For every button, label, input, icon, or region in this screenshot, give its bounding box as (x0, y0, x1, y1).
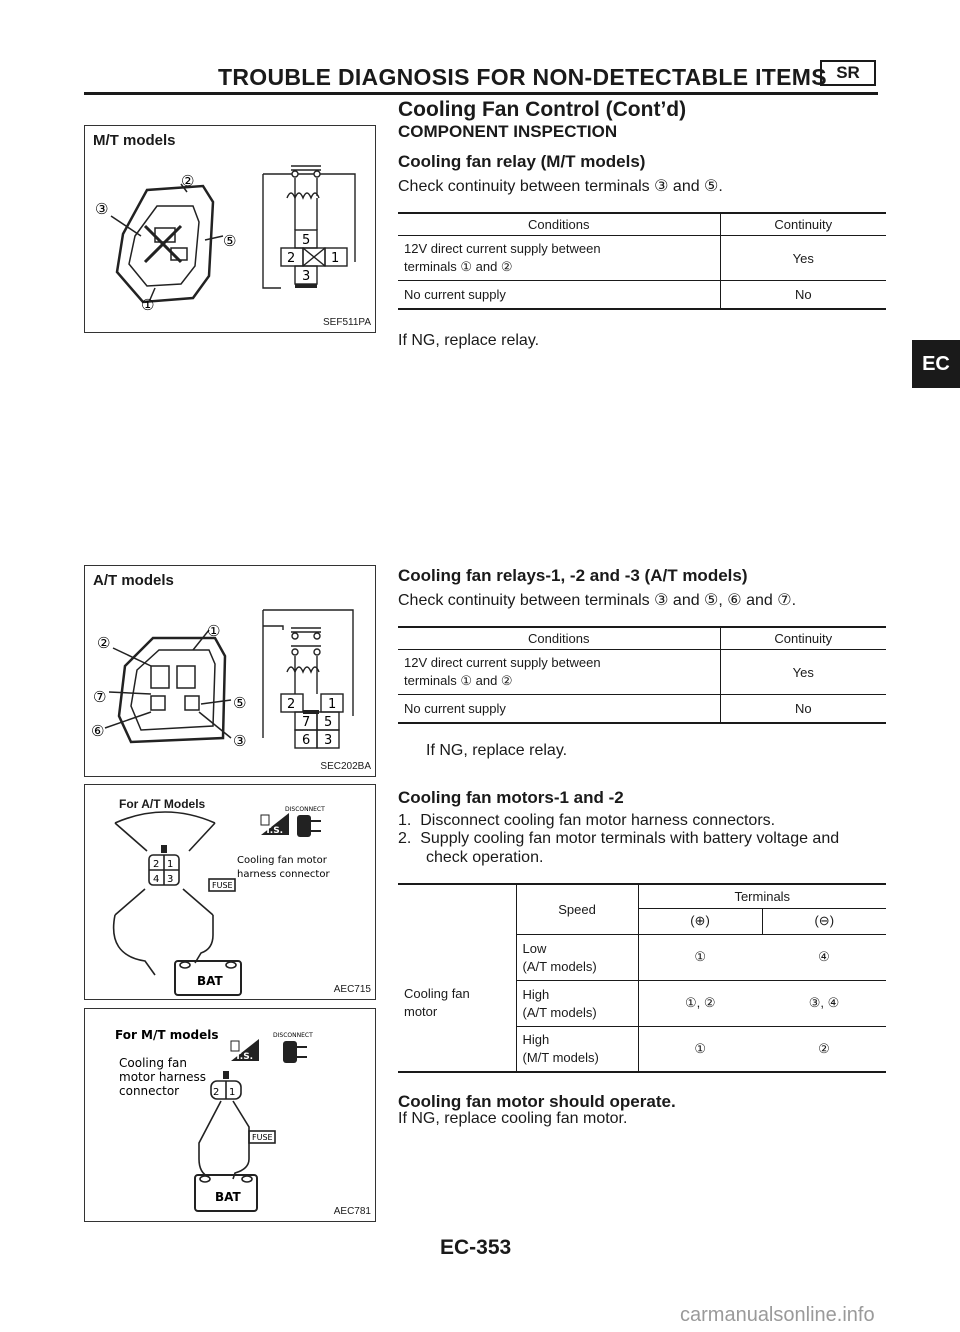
figure-code: AEC715 (333, 984, 371, 995)
ts-label: T.S. (265, 826, 284, 836)
table-cell: No (720, 281, 886, 310)
table-cell (398, 884, 516, 934)
speed-line: (M/T models) (522, 1050, 599, 1066)
table-cell: ① (638, 934, 762, 980)
motor-test-illustration (85, 785, 377, 1001)
pin-label: ② (181, 172, 195, 190)
figure-code: SEC202BA (320, 761, 371, 772)
condition-line: 12V direct current supply between (404, 241, 601, 256)
disconnect-icon (285, 806, 325, 837)
figure-code: SEF511PA (323, 317, 371, 328)
component-label: Cooling fan (404, 986, 470, 1001)
pin-label: ① (207, 622, 221, 640)
connector-label: connector (119, 1084, 180, 1098)
motors-note: If NG, replace cooling fan motor. (398, 1110, 628, 1127)
table-cell: ② (762, 1026, 886, 1072)
column-header: Conditions (398, 627, 720, 650)
connector-pin: 2 (213, 1087, 220, 1098)
pin-label: ⑤ (223, 232, 237, 250)
motors-heading: Cooling fan motors-1 and -2 (398, 788, 624, 807)
disconnect-label: DISCONNECT (273, 1032, 313, 1039)
column-header: Continuity (720, 213, 886, 236)
page-header-title: TROUBLE DIAGNOSIS FOR NON-DETECTABLE ITEMS (218, 64, 827, 90)
column-header: Terminals (638, 884, 886, 908)
relay-illustration (85, 126, 377, 334)
relay-at-heading: Cooling fan relays-1, -2 and -3 (A/T models) (398, 566, 748, 585)
connector-pin: 1 (167, 859, 174, 870)
table-cell (398, 934, 516, 1072)
motors-step-2-cont: check operation. (426, 849, 544, 866)
figure-mt-motor (84, 1008, 376, 1222)
ts-icon (261, 813, 289, 836)
battery-label: BAT (197, 974, 223, 988)
ts-icon (231, 1039, 259, 1062)
connector-label: Cooling fan motor (237, 855, 327, 866)
terminal-number: 5 (324, 715, 333, 730)
speed-line: High (522, 986, 550, 1002)
connector-label: harness connector (237, 869, 330, 880)
disconnect-label: DISCONNECT (285, 806, 325, 813)
terminal-number: 6 (302, 733, 311, 748)
pin-label: ⑤ (233, 694, 247, 712)
table-cell: ①, ② (638, 980, 762, 1026)
figure-code: AEC781 (333, 1206, 371, 1217)
table-cell (398, 650, 720, 695)
pin-label: ② (97, 634, 111, 652)
pin-label: ③ (95, 200, 109, 218)
fuse-label: FUSE (252, 1133, 273, 1142)
relay-at-note: If NG, replace relay. (426, 742, 568, 759)
table-cell: Yes (720, 236, 886, 281)
relay-mt-heading: Cooling fan relay (M/T models) (398, 152, 646, 171)
table-cell: ④ (762, 934, 886, 980)
relay-illustration (85, 566, 377, 778)
terminal-number: 3 (302, 269, 311, 284)
column-header: Conditions (398, 213, 720, 236)
page-number: EC-353 (440, 1236, 512, 1259)
watermark: carmanualsonline.info (680, 1304, 875, 1326)
pin-label: ① (141, 296, 155, 314)
terminal-number: 2 (287, 697, 296, 712)
disconnect-icon (273, 1032, 313, 1063)
terminal-number: 2 (287, 251, 296, 266)
table-cell (516, 1026, 638, 1072)
component-label: motor (404, 1004, 438, 1019)
figure-label: A/T models (93, 572, 174, 589)
speed-line: Low (522, 940, 547, 956)
connector-label: Cooling fan (119, 1056, 187, 1070)
condition-line: terminals ① and ② (404, 673, 513, 688)
speed-line: (A/T models) (522, 958, 597, 974)
battery-label: BAT (215, 1190, 241, 1204)
fuse-label: FUSE (212, 881, 233, 890)
motors-result: Cooling fan motor should operate. (398, 1092, 676, 1111)
figure-label: M/T models (93, 132, 176, 149)
connector-pin: 2 (153, 859, 160, 870)
figure-mt-relay (84, 125, 376, 333)
section-title: Cooling Fan Control (Cont’d) (398, 98, 687, 121)
section-side-tab: EC (912, 340, 960, 388)
motors-step-2: 2. Supply cooling fan motor terminals with battery voltage and (398, 830, 840, 847)
motor-test-illustration (85, 1009, 377, 1223)
relay-mt-continuity-table (398, 212, 886, 310)
table-cell: No (720, 695, 886, 724)
column-header: (⊕) (638, 908, 762, 934)
component-inspection-heading: COMPONENT INSPECTION (398, 122, 618, 141)
connector-pin: 4 (153, 874, 160, 885)
terminal-number: 5 (302, 233, 311, 248)
table-cell (516, 980, 638, 1026)
column-header: Continuity (720, 627, 886, 650)
terminal-number: 1 (328, 697, 337, 712)
figure-label: For A/T Models (119, 797, 206, 811)
motors-step-1: 1. Disconnect cooling fan motor harness connectors. (398, 812, 776, 829)
table-cell: No current supply (398, 695, 720, 724)
column-header: Speed (516, 884, 638, 934)
pin-label: ③ (233, 732, 247, 750)
relay-mt-instruction: Check continuity between terminals ③ and ⑤. (398, 178, 723, 195)
pin-label: ⑦ (93, 688, 107, 706)
motor-terminal-table (398, 883, 886, 1073)
figure-label: For M/T models (115, 1028, 219, 1042)
ts-label: T.S. (235, 1052, 254, 1062)
terminal-number: 1 (331, 251, 340, 266)
condition-line: 12V direct current supply between (404, 655, 601, 670)
connector-pin: 1 (229, 1087, 236, 1098)
table-cell: No current supply (398, 281, 720, 310)
sr-badge: SR (820, 60, 876, 86)
table-cell: Yes (720, 650, 886, 695)
connector-pin: 3 (167, 874, 174, 885)
terminal-number: 7 (302, 715, 311, 730)
connector-label: motor harness (119, 1070, 206, 1084)
figure-at-relay (84, 565, 376, 777)
speed-line: High (522, 1032, 550, 1048)
condition-line: terminals ① and ② (404, 259, 513, 274)
table-cell (516, 934, 638, 980)
column-header: (⊖) (762, 908, 886, 934)
figure-at-motor (84, 784, 376, 1000)
table-cell: ③, ④ (762, 980, 886, 1026)
terminal-number: 3 (324, 733, 333, 748)
relay-mt-note: If NG, replace relay. (398, 332, 540, 349)
relay-at-instruction: Check continuity between terminals ③ and ⑤, ⑥ and ⑦. (398, 592, 797, 609)
table-cell (398, 236, 720, 281)
header-rule (84, 92, 878, 95)
speed-line: (A/T models) (522, 1004, 597, 1020)
table-cell: ① (638, 1026, 762, 1072)
pin-label: ⑥ (91, 722, 105, 740)
relay-at-continuity-table (398, 626, 886, 724)
